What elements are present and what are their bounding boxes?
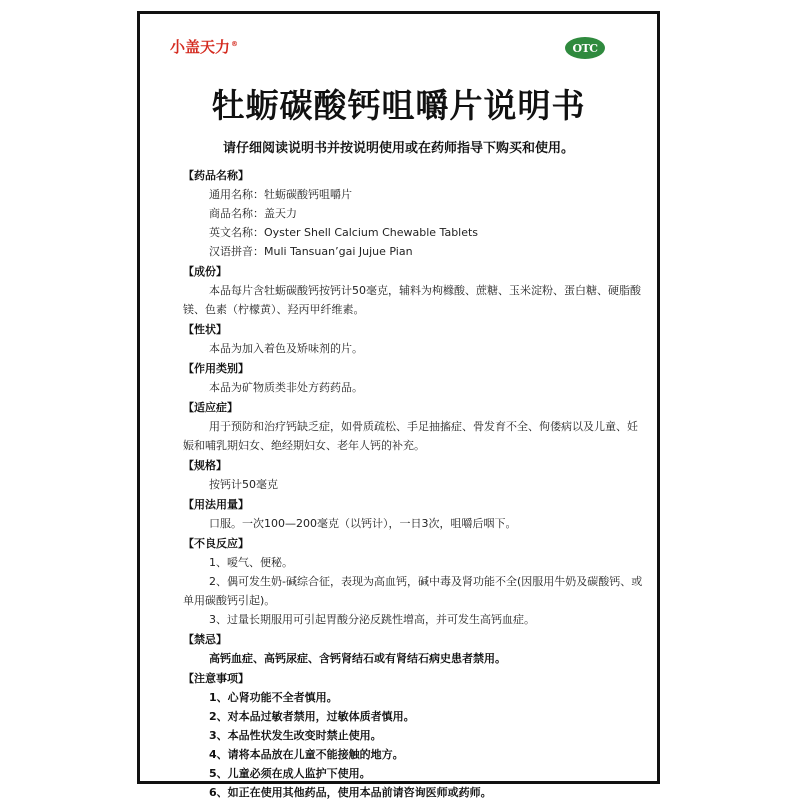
section-heading-contraindications: 【禁忌】 — [183, 633, 227, 646]
precaution-item: 3、本品性状发生改变时禁止使用。 — [209, 729, 382, 742]
contraindications-text: 高钙血症、高钙尿症、含钙肾结石或有肾结石病史患者禁用。 — [209, 652, 506, 665]
brand-logo — [170, 36, 238, 57]
otc-badge: OTC — [565, 37, 605, 59]
generic-name: 通用名称：牡蛎碳酸钙咀嚼片 — [209, 188, 352, 201]
section-heading-adverse: 【不良反应】 — [183, 537, 249, 550]
registered-mark: ® — [231, 40, 239, 48]
insert-content — [183, 165, 643, 802]
brand-logo-text: 小盖天力 — [170, 38, 231, 56]
precaution-item: 2、对本品过敏者禁用，过敏体质者慎用。 — [209, 710, 415, 723]
trade-name: 商品名称：盖天力 — [209, 207, 297, 220]
indications-text: 用于预防和治疗钙缺乏症，如骨质疏松、手足抽搐症、骨发育不全、佝偻病以及儿童、妊娠和哺乳期妇女、绝经期妇女、老年人钙的补充。 — [183, 420, 638, 452]
specification-text: 按钙计50毫克 — [209, 478, 278, 491]
section-heading-category: 【作用类别】 — [183, 362, 249, 375]
section-heading-ingredients: 【成份】 — [183, 265, 227, 278]
section-heading-dosage: 【用法用量】 — [183, 498, 249, 511]
adverse-item: 1、嗳气、便秘。 — [209, 556, 293, 569]
section-heading-precautions: 【注意事项】 — [183, 672, 249, 685]
english-name: 英文名称：Oyster Shell Calcium Chewable Tablets — [209, 226, 479, 239]
precaution-item: 6、如正在使用其他药品，使用本品前请咨询医师或药师。 — [209, 786, 492, 799]
section-heading-specification: 【规格】 — [183, 459, 227, 472]
document-title: 牡蛎碳酸钙咀嚼片说明书 — [211, 86, 586, 125]
description-text: 本品为加入着色及矫味剂的片。 — [209, 342, 363, 355]
dosage-text: 口服。一次100—200毫克（以钙计），一日3次，咀嚼后咽下。 — [209, 517, 517, 530]
precaution-item: 5、儿童必须在成人监护下使用。 — [209, 767, 371, 780]
section-heading-description: 【性状】 — [183, 323, 227, 336]
package-insert-sheet — [137, 11, 660, 799]
precaution-item: 1、心肾功能不全者慎用。 — [209, 691, 338, 704]
pinyin-name: 汉语拼音：Muli Tansuan’gai Jujue Pian — [209, 245, 413, 258]
precaution-item: 4、请将本品放在儿童不能接触的地方。 — [209, 748, 404, 761]
adverse-item: 2、偶可发生奶-碱综合征，表现为高血钙，碱中毒及肾功能不全(因服用牛奶及碳酸钙、或单用碳酸钙引起)。 — [183, 575, 643, 607]
category-text: 本品为矿物质类非处方药药品。 — [209, 381, 363, 394]
ingredients-text: 本品每片含牡蛎碳酸钙按钙计50毫克，辅料为枸橼酸、蔗糖、玉米淀粉、蛋白糖、硬脂酸镁、色素（柠檬黄）、羟丙甲纤维素。 — [183, 284, 641, 316]
section-heading-indications: 【适应症】 — [183, 401, 238, 414]
adverse-item: 3、过量长期服用可引起胃酸分泌反跳性增高，并可发生高钙血症。 — [209, 613, 535, 626]
section-heading-name: 【药品名称】 — [183, 169, 249, 182]
document-subtitle: 请仔细阅读说明书并按说明使用或在药师指导下购买和使用。 — [222, 141, 574, 156]
